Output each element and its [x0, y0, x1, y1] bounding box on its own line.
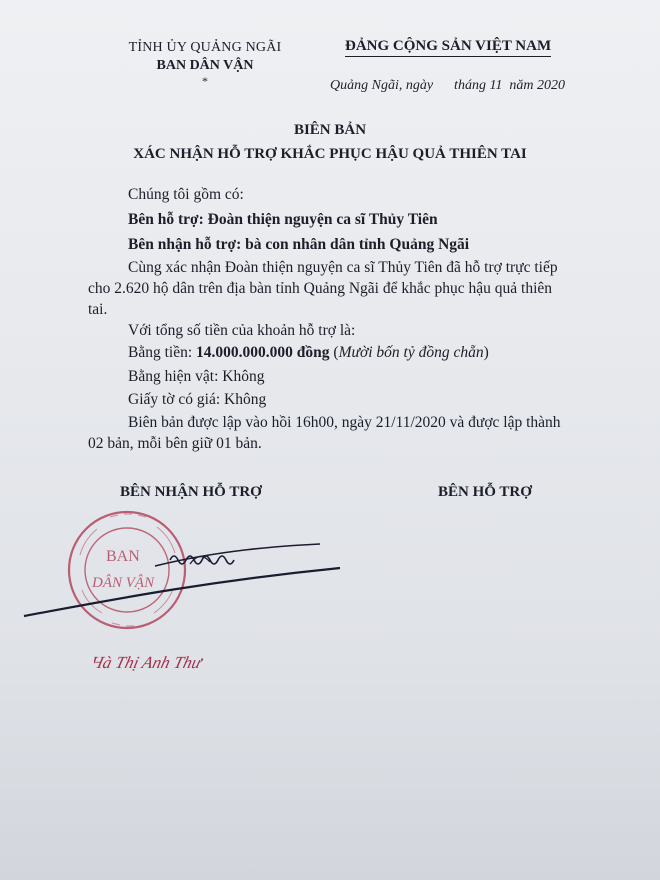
signer-name-text: Hà Thị Anh Thư — [94, 653, 204, 672]
party-heading: ĐẢNG CỘNG SẢN VIỆT NAM — [345, 38, 551, 57]
document-subtitle: XÁC NHẬN HỖ TRỢ KHẮC PHỤC HẬU QUẢ THIÊN TAI — [133, 146, 527, 162]
stamp-text-1: BAN — [106, 548, 140, 565]
cash-line: Bằng tiền: 14.000.000.000 đồng (Mười bốn tỷ đồng chẵn) — [128, 344, 489, 361]
cash-words: Mười bốn tỷ đồng chẵn — [338, 344, 484, 361]
in-kind-line: Bằng hiện vật: Không — [128, 368, 265, 385]
signer-name — [94, 642, 254, 687]
header-star: * — [202, 74, 208, 88]
recipient-line: Bên nhận hỗ trợ: bà con nhân dân tỉnh Quảng Ngãi — [128, 236, 470, 253]
signature-icon — [20, 530, 360, 630]
confirm-line-1: Cùng xác nhận Đoàn thiện nguyện ca sĩ Thủy Tiên đã hỗ trợ trực tiếp — [128, 259, 558, 276]
issuing-org-name: BAN DÂN VẬN — [156, 58, 254, 73]
supporter-signature-label: BÊN HỖ TRỢ — [438, 484, 532, 500]
recipient-signature-label: BÊN NHẬN HỖ TRỢ — [120, 484, 262, 500]
closing-line-2: 02 bản, mỗi bên giữ 01 bản. — [88, 435, 262, 452]
signer-name-handwriting — [94, 642, 254, 682]
closing-line-1: Biên bản được lập vào hồi 16h00, ngày 21/11/2020 và được lập thành — [128, 414, 561, 431]
handwritten-signature — [20, 530, 360, 635]
confirm-line-3: tai. — [88, 301, 108, 318]
cash-amount: 14.000.000.000 đồng — [196, 344, 330, 361]
intro-line: Chúng tôi gồm có: — [128, 186, 244, 203]
issuing-org-parent: TỈNH ỦY QUẢNG NGÃI — [128, 40, 282, 55]
confirm-line-2: cho 2.620 hộ dân trên địa bàn tỉnh Quảng Ngãi để khắc phục hậu quả thiên — [88, 280, 553, 297]
document-title: BIÊN BẢN — [293, 122, 367, 138]
issuing-org-block — [105, 40, 305, 89]
stamp-text-2: DÂN VẬN — [92, 575, 155, 591]
valuable-papers-line: Giấy tờ có giá: Không — [128, 391, 267, 408]
total-intro: Với tổng số tiền của khoản hỗ trợ là: — [128, 322, 356, 339]
dateline: Quảng Ngãi, ngày tháng 11 năm 2020 — [330, 78, 566, 93]
supporter-line: Bên hỗ trợ: Đoàn thiện nguyện ca sĩ Thủy Tiên — [128, 211, 438, 228]
cash-label: Bằng tiền: — [128, 344, 197, 361]
